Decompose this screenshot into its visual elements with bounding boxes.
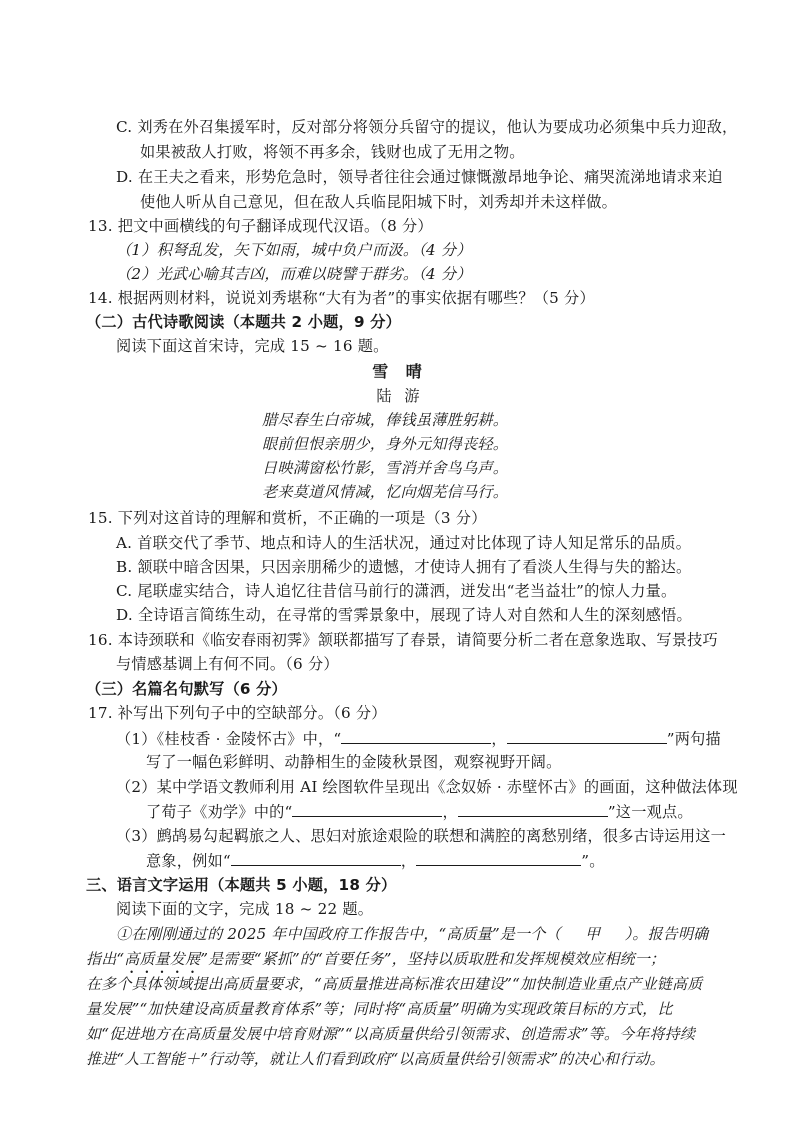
- section-3-heading: （三）名篇名句默写（6 分）: [86, 680, 287, 698]
- q17-blank-2a[interactable]: [292, 801, 442, 817]
- q17-item-2-line2: [146, 801, 693, 822]
- passage-line-2-end: ”是需要“紧抓”的“首要任务”，坚持以质取胜和发挥规模效应相统一；: [200, 950, 666, 968]
- poem-title: 雪 晴: [372, 362, 428, 381]
- passage-emphasis-text: 高质量发展: [124, 950, 201, 968]
- passage-line-2: [86, 949, 665, 977]
- q15-option-b: B. 颔联中暗含因果，只因亲朋稀少的遗憾，才使诗人拥有了看淡人生得与失的豁达。: [116, 558, 692, 576]
- q17-blank-1a[interactable]: [341, 728, 491, 744]
- q12-option-c-line1: C. 刘秀在外召集援军时，反对部分将领分兵留守的提议，他认为要成功必须集中兵力迎敌，: [116, 118, 738, 136]
- q15-option-d: D. 全诗语言简练生动，在寻常的雪霁景象中，展现了诗人对自然和人生的深刻感悟。: [116, 606, 692, 624]
- q17-stem: 17. 补写出下列句子中的空缺部分。（6 分）: [88, 704, 387, 722]
- passage-line-3: 在多个具体领域提出高质量要求，“高质量推进高标准农田建设”“加快制造业重点产业链高质: [86, 975, 703, 993]
- passage-line-1-text: ①在刚刚通过的 2025 年中国政府工作报告中，“高质量”是一个（: [116, 925, 561, 943]
- poem-author: 陆 游: [376, 387, 424, 405]
- q17-item-2-line1: （2）某中学语文教师利用 AI 绘图软件呈现出《念奴娇 · 赤壁怀古》的画面，这种做法体现: [116, 778, 738, 796]
- q12-option-d-line2: 使他人听从自己意见，但在敌人兵临昆阳城下时，刘秀却并未这样做。: [140, 193, 618, 211]
- q16-line-1: 16. 本诗颈联和《临安春雨初霁》颔联都描写了春景，请简要分析二者在意象选取、写景技巧: [88, 631, 718, 649]
- q17-item-2-comma: ，: [442, 803, 458, 821]
- passage-line-6: 推进“人工智能＋”行动等，就让人们看到政府“以高质量供给引领需求”的决心和行动。: [86, 1050, 665, 1068]
- q13-sentence-2: （2）光武心喻其吉凶，而难以晓譬于群劣。（4 分）: [116, 265, 472, 283]
- q14-stem: 14. 根据两则材料，说说刘秀堪称“大有为者”的事实依据有哪些？（5 分）: [88, 289, 595, 307]
- part-3-intro: 阅读下面的文字，完成 18 ~ 22 题。: [116, 900, 374, 918]
- section-2-intro: 阅读下面这首宋诗，完成 15 ~ 16 题。: [116, 337, 389, 355]
- poem-line-4: 老来莫道风情减，忆向烟芜信马行。: [262, 483, 509, 501]
- q17-item-2-prefix: 了荀子《劝学》中的“: [146, 803, 293, 821]
- q15-option-c: C. 尾联虚实结合，诗人追忆往昔信马前行的潇洒，迸发出“老当益壮”的惊人力量。: [116, 582, 677, 600]
- passage-blank-jia: 甲: [585, 925, 601, 943]
- q17-item-1-suffix: ”两句描: [666, 730, 721, 748]
- q17-blank-3b[interactable]: [416, 850, 581, 866]
- q17-item-1-prefix: （1）《桂枝香 · 金陵怀古》中，“: [116, 730, 342, 748]
- section-2-heading: （二）古代诗歌阅读（本题共 2 小题，9 分）: [86, 313, 401, 331]
- q15-stem: 15. 下列对这首诗的理解和赏析，不正确的一项是（3 分）: [88, 509, 487, 527]
- q17-blank-2b[interactable]: [458, 801, 608, 817]
- q17-blank-1b[interactable]: [507, 728, 667, 744]
- q13-stem: 13. 把文中画横线的句子翻译成现代汉语。（8 分）: [88, 217, 433, 235]
- passage-line-1-end: ）。报告明确: [624, 925, 709, 943]
- poem-line-1: 腊尽春生白帝城，俸钱虽薄胜躬耕。: [262, 411, 509, 429]
- q17-item-3-line1: （3）鹧鸪易勾起羁旅之人、思妇对旅途艰险的联想和满腔的离愁别绪，很多古诗运用这一: [116, 827, 726, 845]
- passage-line-5: 如“促进地方在高质量发展中培育财源”“以高质量供给引领需求、创造需求”等。今年将持续: [86, 1025, 696, 1043]
- q17-item-3-prefix: 意象，例如“: [146, 852, 231, 870]
- q17-item-1-line2: 写了一幅色彩鲜明、动静相生的金陵秋景图，观察视野开阔。: [146, 753, 562, 771]
- q17-item-1-comma: ，: [491, 730, 507, 748]
- q17-item-1-line1: [116, 728, 721, 749]
- q17-item-2-suffix: ”这一观点。: [607, 803, 693, 821]
- q16-line-2: 与情感基调上有何不同。（6 分）: [116, 655, 339, 673]
- q17-blank-3a[interactable]: [231, 850, 401, 866]
- q12-option-c-line2: 如果被敌人打败，将领不再多余，钱财也成了无用之物。: [140, 143, 525, 161]
- q12-option-d-line1: D. 在王夫之看来，形势危急时，领导者往往会通过慷慨激昂地争论、痛哭流涕地请求来迫: [116, 168, 723, 186]
- q17-item-3-suffix: ”。: [581, 852, 605, 870]
- passage-line-1: [116, 924, 708, 944]
- part-3-heading: 三、语言文字运用（本题共 5 小题，18 分）: [86, 876, 397, 894]
- q13-sentence-1: （1）积弩乱发，矢下如雨，城中负户而汲。（4 分）: [116, 241, 472, 259]
- poem-line-2: 眼前但恨亲朋少，身外元知得丧轻。: [262, 435, 509, 453]
- q17-item-3-comma: ，: [400, 852, 417, 870]
- q15-option-a: A. 首联交代了季节、地点和诗人的生活状况，通过对比体现了诗人知足常乐的品质。: [116, 534, 692, 552]
- passage-line-2-start: 指出“: [86, 950, 125, 968]
- passage-line-4: 量发展”“加快建设高质量教育体系”等；同时将“高质量”明确为实现政策目标的方式，比: [86, 1000, 673, 1018]
- poem-line-3: 日映满窗松竹影，雪消并舍鸟乌声。: [262, 459, 509, 477]
- q17-item-3-line2: [146, 850, 605, 871]
